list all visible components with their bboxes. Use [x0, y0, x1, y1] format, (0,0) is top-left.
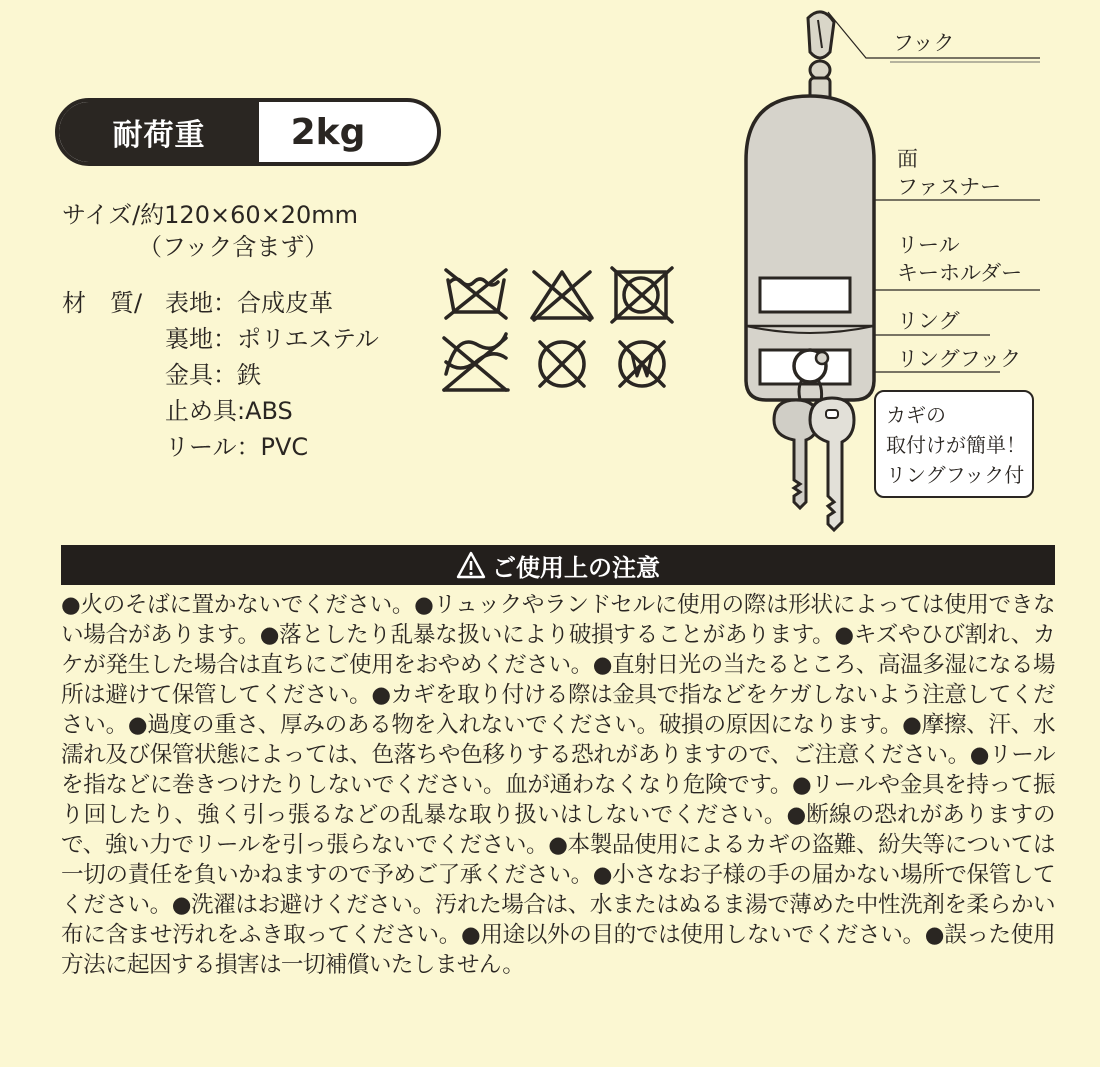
holder-body — [746, 96, 874, 400]
label-reel-2: キーホルダー — [897, 261, 1023, 285]
label-fastener-2: ファスナー — [897, 175, 1002, 199]
label-ring-hook: リングフック — [897, 347, 1022, 371]
no-wash-icon — [446, 270, 506, 318]
label-hook: フック — [893, 31, 955, 55]
size-spec: サイズ/約120×60×20mm — [62, 201, 359, 229]
fastener-patch-bottom — [760, 350, 850, 384]
label-ring: リング — [897, 309, 960, 333]
no-bleach-icon — [532, 272, 592, 320]
material-reel: リール：PVC — [165, 433, 309, 461]
label-fastener-1: 面 — [897, 147, 918, 171]
warning-icon — [456, 550, 486, 580]
load-capacity-label: 耐荷重 — [59, 102, 259, 162]
load-capacity-value: 2kg — [290, 111, 366, 153]
caution-header — [61, 545, 1055, 585]
caution-body: ●火のそばに置かないでください。●リュックやランドセルに使用の際は形状によっては使用できない場合があります。●落としたり乱暴な扱いにより破損することがあります。●キズやひび割れ、カケが発生した場合は直ちにご使用をおやめください。●直射日光の当たるところ、高温多湿になる場所は避けて保管してください。●カギを取り付ける際は金具で指などをケガしないよう注意してください。●過度の重さ、厚みのある物を入れないでください。破損の原因になります。●摩擦、汗、水濡れ及び保管状態によっては、色落ちや色移りする恐れがありますので、ご注意ください。●リールを指などに巻きつけたりしないでください。血が通わなくなり危険です。●リールや金具を持って振り回したり、強く引っ張るなどの乱暴な取り扱いはしないでください。●断線の恐れがありますので、強い力でリールを引っ張らないでください。●本製品使用によるカギの盗難、紛失等については一切の責任を負いかねますので予めご了承ください。●小さなお子様の手の届かない場所で保管してください。●洗濯はお避けください。汚れた場合は、水またはぬるま湯で薄めた中性洗剤を柔らかい布に含ませ汚れをふき取ってください。●用途以外の目的では使用しないでください。●誤った使用方法に起因する損害は一切補償いたしません。 — [61, 592, 1055, 978]
load-capacity-badge — [55, 98, 441, 166]
no-wet-clean-icon — [620, 342, 664, 386]
material-lining: 裏地：ポリエステル — [165, 325, 379, 353]
callout-line-2: 取付けが簡単！ — [886, 433, 1026, 457]
fastener-patch-top — [760, 278, 850, 312]
material-clasp: 止め具:ABS — [165, 397, 293, 425]
ring-hook-callout — [874, 390, 1034, 498]
caution-title: ご使用上の注意 — [492, 553, 660, 582]
material-outer: 表地：合成皮革 — [165, 289, 333, 317]
keys — [774, 398, 854, 530]
no-tumble-dry-icon — [612, 268, 672, 322]
care-symbols — [442, 262, 682, 400]
material-label: 材 質/ — [62, 289, 143, 317]
size-note: （フック含まず） — [138, 233, 329, 261]
no-dry-clean-icon — [540, 342, 584, 386]
no-wring-icon — [444, 334, 508, 390]
label-reel-1: リール — [897, 233, 960, 257]
callout-line-1: カギの — [886, 403, 946, 427]
callout-line-3: リングフック付 — [886, 463, 1025, 487]
material-metal: 金具：鉄 — [165, 361, 261, 389]
hook-part — [808, 12, 834, 100]
